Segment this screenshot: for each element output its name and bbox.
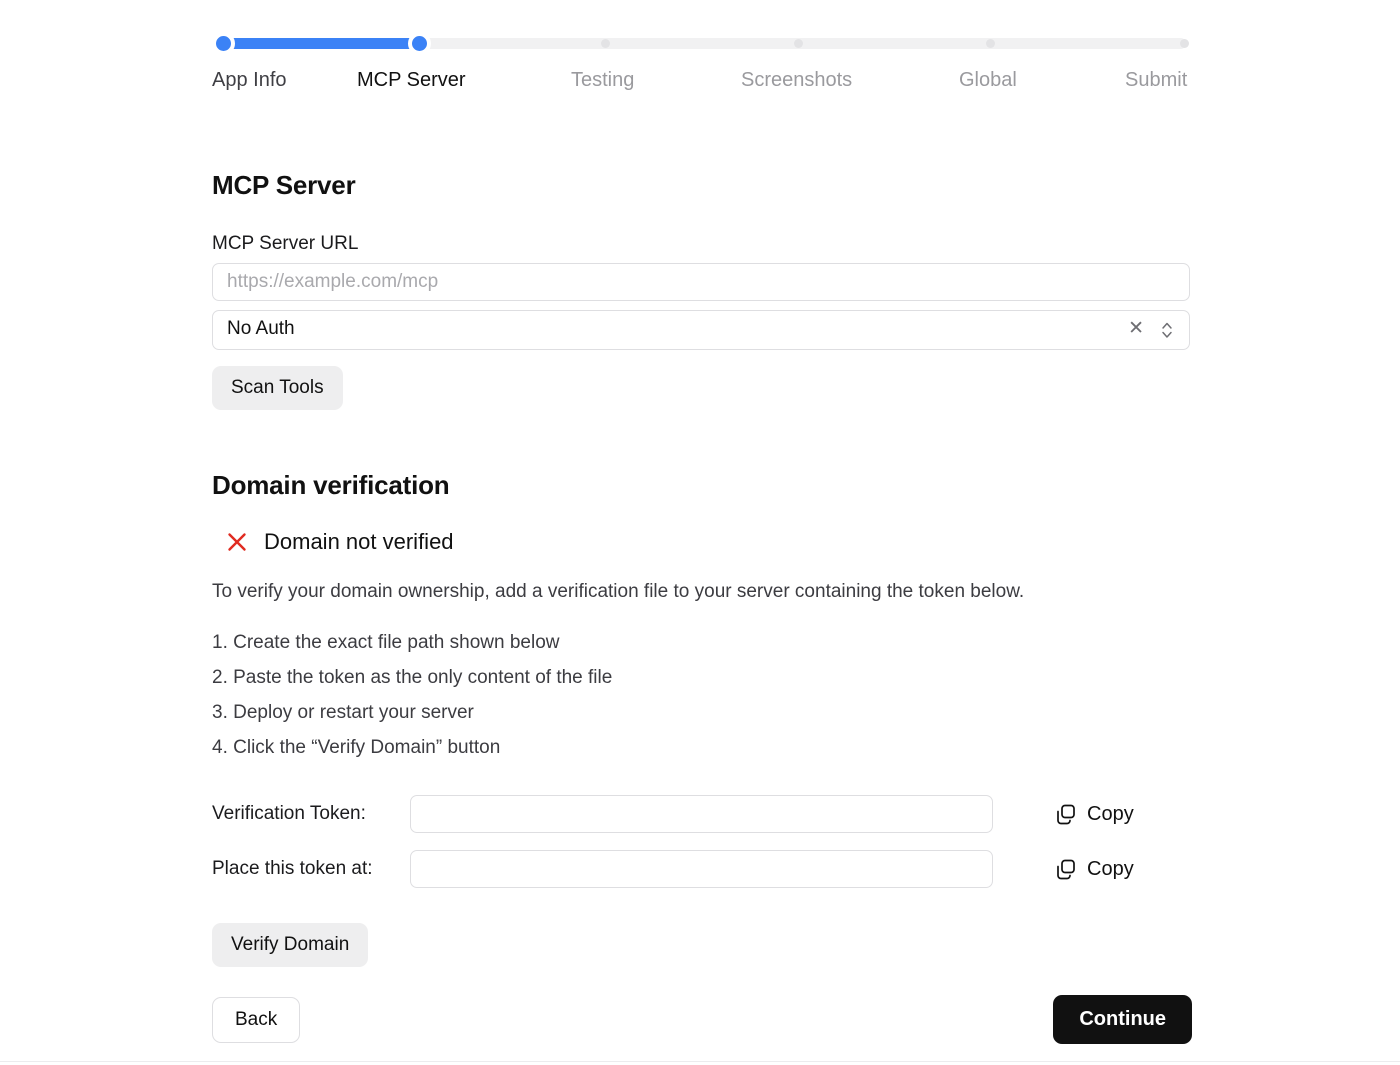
auth-select-value: No Auth (227, 318, 295, 339)
wizard-stepper (212, 32, 1192, 98)
mcp-server-heading: MCP Server (212, 170, 356, 200)
stepper-dot-global[interactable] (986, 39, 995, 48)
step-label-app-info[interactable]: App Info (212, 69, 287, 91)
chevron-updown-icon[interactable] (1160, 319, 1174, 341)
auth-select[interactable] (212, 310, 1190, 350)
verify-domain-button[interactable]: Verify Domain (212, 923, 368, 967)
verification-step-1: 1. Create the exact file path shown below (212, 632, 560, 653)
domain-status-text: Domain not verified (264, 529, 454, 554)
verification-token-row (212, 791, 1192, 837)
step-label-testing[interactable]: Testing (571, 69, 635, 91)
step-label-submit[interactable]: Submit (1125, 69, 1188, 91)
verification-token-label: Verification Token: (212, 803, 366, 824)
bottom-divider (0, 1061, 1400, 1062)
step-label-mcp-server[interactable]: MCP Server (357, 69, 466, 91)
mcp-url-input[interactable] (212, 263, 1190, 301)
wizard-content (212, 0, 1192, 967)
copy-token-label: Copy (1087, 802, 1134, 825)
x-mark-icon (225, 530, 249, 554)
step-label-screenshots[interactable]: Screenshots (741, 69, 853, 91)
wizard-footer-nav (212, 995, 1192, 1044)
domain-verification-steps (212, 625, 1192, 765)
verification-step-3: 3. Deploy or restart your server (212, 702, 474, 723)
copy-path-button[interactable] (1055, 858, 1134, 881)
copy-token-button[interactable] (1055, 803, 1134, 826)
domain-verification-heading: Domain verification (212, 470, 450, 500)
domain-status-row (225, 529, 1192, 555)
token-path-label: Place this token at: (212, 858, 373, 879)
token-fields (212, 791, 1192, 892)
stepper-dot-submit[interactable] (1180, 39, 1189, 48)
continue-button[interactable]: Continue (1053, 995, 1192, 1044)
token-path-input[interactable] (410, 850, 993, 888)
stepper-dots (212, 32, 1192, 55)
stepper-dot-mcp-server[interactable] (408, 32, 431, 55)
domain-verification-description: To verify your domain ownership, add a verification file to your server containing the token below. (212, 581, 1025, 602)
stepper-dot-app-info[interactable] (212, 32, 235, 55)
copy-icon (1055, 858, 1077, 880)
auth-select-box[interactable] (212, 310, 1190, 350)
auth-clear-icon[interactable]: ✕ (1128, 318, 1144, 339)
copy-icon (1055, 803, 1077, 825)
step-label-global[interactable]: Global (959, 69, 1017, 91)
verification-step-4: 4. Click the “Verify Domain” button (212, 737, 501, 758)
token-path-row (212, 846, 1192, 892)
stepper-labels (212, 67, 1192, 97)
stepper-dot-screenshots[interactable] (794, 39, 803, 48)
verification-step-2: 2. Paste the token as the only content of the file (212, 667, 613, 688)
verification-token-input[interactable] (410, 795, 993, 833)
stepper-dot-testing[interactable] (601, 39, 610, 48)
back-button[interactable]: Back (212, 997, 300, 1043)
scan-tools-button[interactable]: Scan Tools (212, 366, 343, 410)
mcp-url-label: MCP Server URL (212, 233, 359, 254)
copy-path-label: Copy (1087, 857, 1134, 880)
